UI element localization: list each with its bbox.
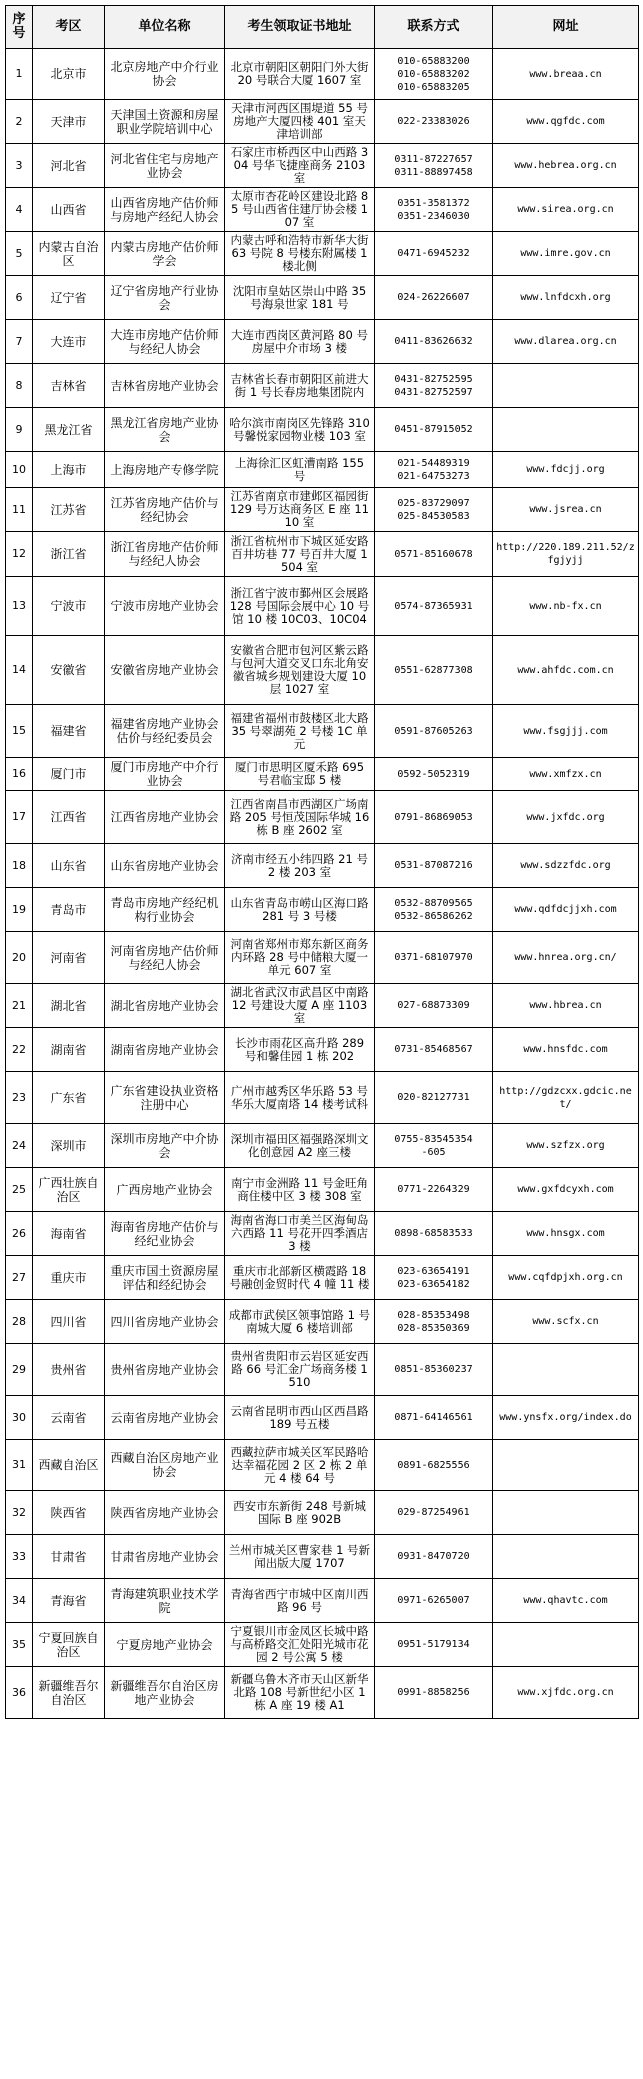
table-cell-address: 广州市越秀区华乐路 53 号华乐大厦南塔 14 楼考试科 — [225, 1072, 375, 1124]
table-cell-address: 湖北省武汉市武昌区中南路 12 号建设大厦 A 座 1103 室 — [225, 984, 375, 1028]
table-cell-address: 西藏拉萨市城关区军民路哈达幸福花园 2 区 2 栋 2 单元 4 楼 64 号 — [225, 1440, 375, 1491]
table-cell-address: 天津市河西区围堤道 55 号房地产大厦四楼 401 室天津培训部 — [225, 100, 375, 144]
table-cell-unit: 北京房地产中介行业协会 — [105, 49, 225, 100]
table-row — [6, 488, 639, 532]
table-cell-address: 上海徐汇区虹漕南路 155 号 — [225, 452, 375, 488]
table-cell-seq: 19 — [6, 888, 33, 932]
table-row — [6, 364, 639, 408]
table-cell-address: 河南省郑州市郑东新区商务内环路 28 号中储粮大厦一单元 607 室 — [225, 932, 375, 984]
table-cell-seq: 35 — [6, 1623, 33, 1667]
table-cell-address: 福建省福州市鼓楼区北大路 35 号翠湖苑 2 号楼 1C 单元 — [225, 705, 375, 758]
table-cell-contact: 029-87254961 — [375, 1491, 493, 1535]
table-cell-seq: 25 — [6, 1168, 33, 1212]
table-cell-address: 江西省南昌市西湖区广场南路 205 号恒茂国际华城 16 栋 B 座 2602 室 — [225, 791, 375, 844]
table-cell-unit: 河北省住宅与房地产业协会 — [105, 144, 225, 188]
table-cell-region: 重庆市 — [33, 1256, 105, 1300]
table-cell-website: www.cqfdpjxh.org.cn — [493, 1256, 639, 1300]
table-cell-contact: 0591-87605263 — [375, 705, 493, 758]
table-cell-address: 青海省西宁市城中区南川西路 96 号 — [225, 1579, 375, 1623]
table-cell-region: 四川省 — [33, 1300, 105, 1344]
table-cell-address: 吉林省长春市朝阳区前进大街 1 号长春房地集团院内 — [225, 364, 375, 408]
certificate-address-table — [5, 5, 639, 1719]
table-cell-website: www.ahfdc.com.cn — [493, 636, 639, 705]
table-cell-unit: 贵州省房地产业协会 — [105, 1344, 225, 1396]
table-cell-website: www.hnsgx.com — [493, 1212, 639, 1256]
table-cell-contact: 0851-85360237 — [375, 1344, 493, 1396]
table-cell-region: 湖南省 — [33, 1028, 105, 1072]
table-cell-unit: 江西省房地产业协会 — [105, 791, 225, 844]
table-cell-region: 广东省 — [33, 1072, 105, 1124]
table-cell-unit: 天津国土资源和房屋职业学院培训中心 — [105, 100, 225, 144]
header-address: 考生领取证书地址 — [225, 6, 375, 49]
table-row — [6, 1212, 639, 1256]
table-cell-seq: 11 — [6, 488, 33, 532]
table-row — [6, 1667, 639, 1719]
table-cell-unit: 广西房地产业协会 — [105, 1168, 225, 1212]
table-cell-seq: 30 — [6, 1396, 33, 1440]
table-cell-seq: 4 — [6, 188, 33, 232]
table-cell-seq: 28 — [6, 1300, 33, 1344]
table-cell-unit: 上海房地产专修学院 — [105, 452, 225, 488]
table-cell-address: 太原市杏花岭区建设北路 85 号山西省住建厅协会楼 107 室 — [225, 188, 375, 232]
table-cell-seq: 2 — [6, 100, 33, 144]
table-cell-address: 山东省青岛市崂山区海口路 281 号 3 号楼 — [225, 888, 375, 932]
table-cell-region: 北京市 — [33, 49, 105, 100]
table-cell-region: 江苏省 — [33, 488, 105, 532]
table-row — [6, 1440, 639, 1491]
table-cell-contact: 0971-6265007 — [375, 1579, 493, 1623]
table-cell-region: 河北省 — [33, 144, 105, 188]
table-cell-region: 安徽省 — [33, 636, 105, 705]
table-cell-unit: 青岛市房地产经纪机构行业协会 — [105, 888, 225, 932]
table-cell-address: 海南省海口市美兰区海甸岛六西路 11 号花开四季酒店 3 楼 — [225, 1212, 375, 1256]
table-cell-website — [493, 1440, 639, 1491]
table-cell-seq: 12 — [6, 532, 33, 577]
table-cell-address: 安徽省合肥市包河区紫云路与包河大道交叉口东北角安徽省城乡规划建设大厦 10 层 1027 室 — [225, 636, 375, 705]
table-cell-region: 内蒙古自治区 — [33, 232, 105, 276]
table-cell-contact: 0311-87227657 0311-88897458 — [375, 144, 493, 188]
table-row — [6, 320, 639, 364]
table-cell-unit: 山西省房地产估价师与房地产经纪人协会 — [105, 188, 225, 232]
table-cell-unit: 吉林省房地产业协会 — [105, 364, 225, 408]
table-cell-region: 山西省 — [33, 188, 105, 232]
table-cell-region: 湖北省 — [33, 984, 105, 1028]
table-cell-region: 陕西省 — [33, 1491, 105, 1535]
table-cell-website: www.breaa.cn — [493, 49, 639, 100]
table-cell-seq: 29 — [6, 1344, 33, 1396]
table-cell-seq: 15 — [6, 705, 33, 758]
table-cell-contact: 020-82127731 — [375, 1072, 493, 1124]
table-cell-contact: 024-26226607 — [375, 276, 493, 320]
table-cell-website: www.scfx.cn — [493, 1300, 639, 1344]
table-cell-website: www.nb-fx.cn — [493, 577, 639, 636]
table-row — [6, 1072, 639, 1124]
table-cell-website: www.xjfdc.org.cn — [493, 1667, 639, 1719]
table-cell-contact: 0731-85468567 — [375, 1028, 493, 1072]
table-cell-region: 青岛市 — [33, 888, 105, 932]
table-row — [6, 276, 639, 320]
table-cell-contact: 0991-8858256 — [375, 1667, 493, 1719]
table-cell-unit: 四川省房地产业协会 — [105, 1300, 225, 1344]
table-cell-region: 上海市 — [33, 452, 105, 488]
table-row — [6, 1124, 639, 1168]
table-cell-region: 贵州省 — [33, 1344, 105, 1396]
table-cell-address: 贵州省贵阳市云岩区延安西路 66 号汇金广场商务楼 1510 — [225, 1344, 375, 1396]
table-cell-seq: 34 — [6, 1579, 33, 1623]
table-cell-address: 深圳市福田区福强路深圳文化创意园 A2 座三楼 — [225, 1124, 375, 1168]
table-cell-contact: 0898-68583533 — [375, 1212, 493, 1256]
table-cell-region: 深圳市 — [33, 1124, 105, 1168]
table-row — [6, 1168, 639, 1212]
table-cell-address: 大连市西岗区黄河路 80 号房屋中介市场 3 楼 — [225, 320, 375, 364]
table-cell-unit: 重庆市国土资源房屋评估和经纪协会 — [105, 1256, 225, 1300]
table-row — [6, 532, 639, 577]
table-row — [6, 232, 639, 276]
table-row — [6, 1344, 639, 1396]
table-cell-region: 河南省 — [33, 932, 105, 984]
table-cell-website — [493, 364, 639, 408]
table-cell-address: 重庆市北部新区横霞路 18 号融创金贸时代 4 幢 11 楼 — [225, 1256, 375, 1300]
table-cell-website: www.gxfdcyxh.com — [493, 1168, 639, 1212]
table-cell-website: www.hnsfdc.com — [493, 1028, 639, 1072]
table-cell-address: 石家庄市桥西区中山西路 304 号华飞捷座商务 2103 室 — [225, 144, 375, 188]
table-cell-contact: 0431-82752595 0431-82752597 — [375, 364, 493, 408]
table-cell-unit: 陕西省房地产业协会 — [105, 1491, 225, 1535]
table-cell-website: www.hbrea.cn — [493, 984, 639, 1028]
table-cell-seq: 9 — [6, 408, 33, 452]
table-cell-website: www.qgfdc.com — [493, 100, 639, 144]
table-cell-unit: 大连市房地产估价师与经纪人协会 — [105, 320, 225, 364]
table-cell-address: 内蒙古呼和浩特市新华大街 63 号院 8 号楼东附属楼 1 楼北侧 — [225, 232, 375, 276]
table-cell-seq: 17 — [6, 791, 33, 844]
table-cell-contact: 0471-6945232 — [375, 232, 493, 276]
table-cell-website: www.sirea.org.cn — [493, 188, 639, 232]
table-cell-contact: 0771-2264329 — [375, 1168, 493, 1212]
table-cell-region: 海南省 — [33, 1212, 105, 1256]
table-row — [6, 1491, 639, 1535]
table-cell-website: www.imre.gov.cn — [493, 232, 639, 276]
table-cell-website — [493, 1344, 639, 1396]
table-cell-contact: 027-68873309 — [375, 984, 493, 1028]
table-cell-region: 宁夏回族自治区 — [33, 1623, 105, 1667]
table-row — [6, 636, 639, 705]
table-cell-website: http://220.189.211.52/zfgjyjj — [493, 532, 639, 577]
table-cell-address: 兰州市城关区曹家巷 1 号新闻出版大厦 1707 — [225, 1535, 375, 1579]
table-cell-seq: 3 — [6, 144, 33, 188]
table-cell-region: 青海省 — [33, 1579, 105, 1623]
header-unit: 单位名称 — [105, 6, 225, 49]
table-cell-address: 长沙市雨花区高升路 289 号和馨佳园 1 栋 202 — [225, 1028, 375, 1072]
table-cell-website: www.qdfdcjjxh.com — [493, 888, 639, 932]
table-cell-contact: 022-23383026 — [375, 100, 493, 144]
table-cell-address: 厦门市思明区厦禾路 695 号君临宝邸 5 楼 — [225, 758, 375, 791]
table-cell-seq: 26 — [6, 1212, 33, 1256]
table-cell-website: www.dlarea.org.cn — [493, 320, 639, 364]
table-cell-contact: 025-83729097 025-84530583 — [375, 488, 493, 532]
table-cell-region: 吉林省 — [33, 364, 105, 408]
table-cell-seq: 6 — [6, 276, 33, 320]
table-cell-region: 山东省 — [33, 844, 105, 888]
table-cell-contact: 0371-68107970 — [375, 932, 493, 984]
table-cell-seq: 5 — [6, 232, 33, 276]
table-cell-unit: 内蒙古房地产估价师学会 — [105, 232, 225, 276]
table-cell-website — [493, 1623, 639, 1667]
table-cell-unit: 福建省房地产业协会估价与经纪委员会 — [105, 705, 225, 758]
table-cell-seq: 7 — [6, 320, 33, 364]
table-cell-region: 福建省 — [33, 705, 105, 758]
table-row — [6, 844, 639, 888]
table-cell-website: http://gdzcxx.gdcic.net/ — [493, 1072, 639, 1124]
table-cell-contact: 0592-5052319 — [375, 758, 493, 791]
table-cell-contact: 0571-85160678 — [375, 532, 493, 577]
table-cell-website: www.jxfdc.org — [493, 791, 639, 844]
table-cell-unit: 河南省房地产估价师与经纪人协会 — [105, 932, 225, 984]
table-cell-seq: 8 — [6, 364, 33, 408]
table-cell-seq: 14 — [6, 636, 33, 705]
table-cell-address: 哈尔滨市南岗区先锋路 310 号馨悦家园物业楼 103 室 — [225, 408, 375, 452]
table-cell-unit: 辽宁省房地产行业协会 — [105, 276, 225, 320]
table-cell-address: 宁夏银川市金凤区长城中路与高桥路交汇处阳光城市花园 2 号公寓 5 楼 — [225, 1623, 375, 1667]
table-cell-seq: 21 — [6, 984, 33, 1028]
table-row — [6, 144, 639, 188]
table-cell-unit: 宁波市房地产业协会 — [105, 577, 225, 636]
table-cell-region: 黑龙江省 — [33, 408, 105, 452]
table-cell-website — [493, 408, 639, 452]
table-cell-unit: 江苏省房地产估价与经纪协会 — [105, 488, 225, 532]
table-cell-address: 云南省昆明市西山区西昌路 189 号五楼 — [225, 1396, 375, 1440]
table-row — [6, 888, 639, 932]
table-cell-contact: 010-65883200 010-65883202 010-65883205 — [375, 49, 493, 100]
table-cell-address: 南宁市金洲路 11 号金旺角商住楼中区 3 楼 308 室 — [225, 1168, 375, 1212]
certificate-table-container — [5, 5, 638, 2074]
table-cell-contact: 0351-3581372 0351-2346030 — [375, 188, 493, 232]
table-cell-website: www.fdcjj.org — [493, 452, 639, 488]
table-row — [6, 1396, 639, 1440]
table-cell-region: 广西壮族自治区 — [33, 1168, 105, 1212]
table-cell-contact: 0411-83626632 — [375, 320, 493, 364]
table-cell-unit: 甘肃省房地产业协会 — [105, 1535, 225, 1579]
table-row — [6, 188, 639, 232]
header-contact: 联系方式 — [375, 6, 493, 49]
table-row — [6, 100, 639, 144]
table-cell-region: 宁波市 — [33, 577, 105, 636]
table-cell-address: 沈阳市皇姑区崇山中路 35 号海泉世家 181 号 — [225, 276, 375, 320]
table-cell-contact: 023-63654191 023-63654182 — [375, 1256, 493, 1300]
table-cell-seq: 20 — [6, 932, 33, 984]
table-cell-website: www.szfzx.org — [493, 1124, 639, 1168]
table-cell-unit: 浙江省房地产估价师与经纪人协会 — [105, 532, 225, 577]
table-row — [6, 452, 639, 488]
table-cell-seq: 32 — [6, 1491, 33, 1535]
table-row — [6, 1535, 639, 1579]
table-cell-website: www.jsrea.cn — [493, 488, 639, 532]
table-cell-seq: 24 — [6, 1124, 33, 1168]
table-cell-region: 天津市 — [33, 100, 105, 144]
table-row — [6, 932, 639, 984]
table-cell-seq: 10 — [6, 452, 33, 488]
table-row — [6, 1579, 639, 1623]
table-cell-unit: 湖南省房地产业协会 — [105, 1028, 225, 1072]
table-cell-contact: 0451-87915052 — [375, 408, 493, 452]
table-cell-contact: 021-54489319 021-64753273 — [375, 452, 493, 488]
table-cell-contact: 0532-88709565 0532-86586262 — [375, 888, 493, 932]
table-cell-website: www.ynsfx.org/index.do — [493, 1396, 639, 1440]
table-cell-unit: 广东省建设执业资格注册中心 — [105, 1072, 225, 1124]
table-cell-seq: 18 — [6, 844, 33, 888]
table-row — [6, 984, 639, 1028]
table-row — [6, 1028, 639, 1072]
table-cell-address: 成都市武侯区领事馆路 1 号南城大厦 6 楼培训部 — [225, 1300, 375, 1344]
table-cell-region: 江西省 — [33, 791, 105, 844]
table-cell-unit: 新疆维吾尔自治区房地产业协会 — [105, 1667, 225, 1719]
header-seq: 序号 — [6, 6, 33, 49]
table-cell-contact: 0931-8470720 — [375, 1535, 493, 1579]
table-cell-seq: 1 — [6, 49, 33, 100]
table-cell-seq: 36 — [6, 1667, 33, 1719]
table-cell-seq: 27 — [6, 1256, 33, 1300]
table-row — [6, 791, 639, 844]
table-cell-region: 浙江省 — [33, 532, 105, 577]
table-cell-website — [493, 1491, 639, 1535]
table-cell-unit: 海南省房地产估价与经纪业协会 — [105, 1212, 225, 1256]
table-cell-unit: 湖北省房地产业协会 — [105, 984, 225, 1028]
table-header-row — [6, 6, 639, 49]
table-cell-region: 西藏自治区 — [33, 1440, 105, 1491]
table-cell-contact: 0551-62877308 — [375, 636, 493, 705]
table-cell-unit: 厦门市房地产中介行业协会 — [105, 758, 225, 791]
table-row — [6, 758, 639, 791]
header-region: 考区 — [33, 6, 105, 49]
table-cell-website — [493, 1535, 639, 1579]
table-cell-unit: 山东省房地产业协会 — [105, 844, 225, 888]
table-cell-contact: 0891-6825556 — [375, 1440, 493, 1491]
table-cell-unit: 青海建筑职业技术学院 — [105, 1579, 225, 1623]
table-cell-unit: 西藏自治区房地产业协会 — [105, 1440, 225, 1491]
table-cell-unit: 宁夏房地产业协会 — [105, 1623, 225, 1667]
table-cell-address: 新疆乌鲁木齐市天山区新华北路 108 号新世纪小区 1 栋 A 座 19 楼 A1 — [225, 1667, 375, 1719]
table-cell-contact: 0531-87087216 — [375, 844, 493, 888]
table-cell-address: 江苏省南京市建邺区福园街 129 号万达商务区 E 座 1110 室 — [225, 488, 375, 532]
table-row — [6, 49, 639, 100]
header-website: 网址 — [493, 6, 639, 49]
table-cell-address: 浙江省杭州市下城区延安路百井坊巷 77 号百井大厦 1504 室 — [225, 532, 375, 577]
table-cell-region: 甘肃省 — [33, 1535, 105, 1579]
table-cell-website: www.qhavtc.com — [493, 1579, 639, 1623]
table-cell-seq: 23 — [6, 1072, 33, 1124]
table-cell-unit: 安徽省房地产业协会 — [105, 636, 225, 705]
table-cell-contact: 0574-87365931 — [375, 577, 493, 636]
table-row — [6, 577, 639, 636]
table-row — [6, 1623, 639, 1667]
table-cell-region: 大连市 — [33, 320, 105, 364]
table-cell-seq: 16 — [6, 758, 33, 791]
table-cell-unit: 黑龙江省房地产业协会 — [105, 408, 225, 452]
table-cell-website: www.sdzzfdc.org — [493, 844, 639, 888]
table-row — [6, 408, 639, 452]
table-cell-website: www.hebrea.org.cn — [493, 144, 639, 188]
table-cell-region: 新疆维吾尔自治区 — [33, 1667, 105, 1719]
table-cell-region: 厦门市 — [33, 758, 105, 791]
table-cell-region: 云南省 — [33, 1396, 105, 1440]
table-cell-address: 浙江省宁波市鄞州区会展路 128 号国际会展中心 10 号馆 10 楼 10C03、10C04 — [225, 577, 375, 636]
table-cell-contact: 028-85353498 028-85350369 — [375, 1300, 493, 1344]
table-cell-website: www.fsgjjj.com — [493, 705, 639, 758]
table-row — [6, 1256, 639, 1300]
table-cell-website: www.lnfdcxh.org — [493, 276, 639, 320]
table-cell-address: 济南市经五小纬四路 21 号 2 楼 203 室 — [225, 844, 375, 888]
table-cell-contact: 0951-5179134 — [375, 1623, 493, 1667]
table-cell-contact: 0791-86869053 — [375, 791, 493, 844]
table-cell-address: 西安市东新街 248 号新城国际 B 座 902B — [225, 1491, 375, 1535]
table-cell-seq: 13 — [6, 577, 33, 636]
table-cell-contact: 0871-64146561 — [375, 1396, 493, 1440]
table-cell-seq: 31 — [6, 1440, 33, 1491]
table-cell-seq: 22 — [6, 1028, 33, 1072]
table-cell-contact: 0755-83545354 -605 — [375, 1124, 493, 1168]
table-row — [6, 705, 639, 758]
table-cell-region: 辽宁省 — [33, 276, 105, 320]
table-cell-unit: 深圳市房地产中介协会 — [105, 1124, 225, 1168]
table-cell-website: www.xmfzx.cn — [493, 758, 639, 791]
table-cell-seq: 33 — [6, 1535, 33, 1579]
table-cell-website: www.hnrea.org.cn/ — [493, 932, 639, 984]
table-cell-address: 北京市朝阳区朝阳门外大街 20 号联合大厦 1607 室 — [225, 49, 375, 100]
table-cell-unit: 云南省房地产业协会 — [105, 1396, 225, 1440]
table-row — [6, 1300, 639, 1344]
